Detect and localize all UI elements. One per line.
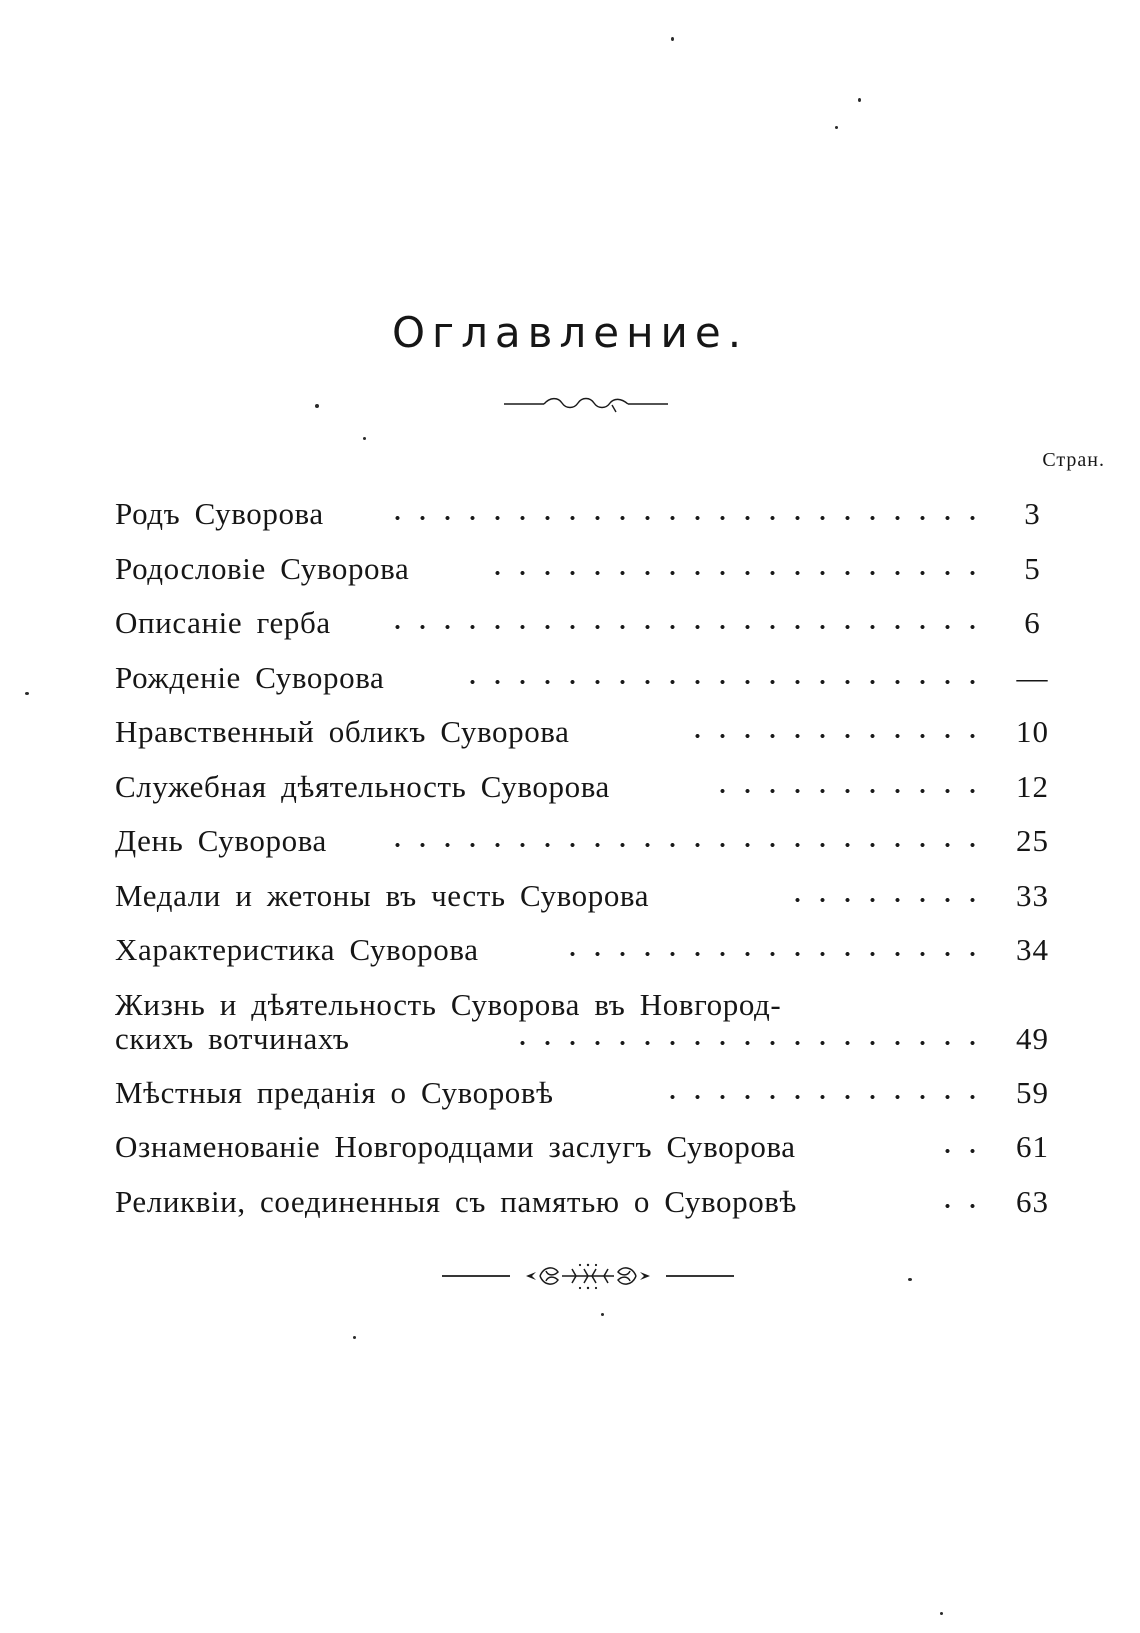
print-speck: [671, 37, 674, 41]
toc-entry-title: Характеристика Суворова: [115, 932, 479, 967]
toc-entry: [115, 487, 1085, 542]
toc-entry-page: 33: [1016, 877, 1049, 913]
dot-leader: [485, 571, 980, 575]
toc-entry-page: 5: [1024, 550, 1041, 586]
toc-entry: [115, 596, 1085, 651]
toc-entry-title: Жизнь и дѣятельность Суворова въ Новгород-: [115, 986, 782, 1022]
toc-entry: [115, 1175, 1085, 1230]
toc-entry: [115, 542, 1085, 597]
toc-entry-title: Родословіе Суворова: [115, 550, 410, 586]
toc-entry: [115, 978, 1085, 1066]
toc-entry-page: —: [1016, 659, 1049, 695]
toc-entry-page: 63: [1016, 1183, 1049, 1219]
page-column-label: Стран.: [1042, 449, 1105, 471]
toc-entry-page: 10: [1016, 714, 1049, 749]
dot-leader: [710, 789, 980, 793]
toc-entry: [115, 923, 1085, 978]
dot-leader: [510, 1041, 980, 1045]
print-speck: [25, 692, 29, 695]
toc-entry-title: Ознаменованіе Новгородцами заслугъ Суворова: [115, 1129, 796, 1164]
print-speck: [315, 404, 319, 408]
dot-leader: [935, 1204, 985, 1208]
dot-leader: [685, 734, 980, 738]
toc-entry-page: 3: [1024, 496, 1041, 531]
toc-entry-title: Родъ Суворова: [115, 496, 324, 531]
page-title: Оглавление.: [391, 308, 749, 357]
dot-leader: [460, 680, 980, 684]
toc-entry-page: 34: [1016, 932, 1049, 967]
toc-entry-title: Рожденіе Суворова: [115, 659, 385, 695]
print-speck: [858, 98, 861, 102]
toc-entry: [115, 814, 1085, 869]
toc-entry-title: Реликвіи, соединенныя съ памятью о Суворовѣ: [115, 1183, 797, 1219]
toc-entry-page: 49: [1016, 1020, 1049, 1056]
toc-entry-title: Медали и жетоны въ честь Суворова: [115, 877, 650, 913]
dot-leader: [785, 898, 980, 902]
print-speck: [940, 1612, 943, 1615]
dot-leader: [935, 1149, 985, 1153]
toc-entry: [115, 1066, 1085, 1121]
toc-entry: [115, 705, 1085, 760]
toc-entry-title: Нравственный обликъ Суворова: [115, 714, 570, 749]
toc-entry: [115, 651, 1085, 706]
scroll-flourish-icon: [500, 396, 672, 414]
toc-entry-title: Описаніе герба: [115, 605, 331, 640]
toc-entry-title: День Суворова: [115, 823, 327, 858]
print-speck: [908, 1278, 912, 1281]
dot-leader: [660, 1095, 980, 1099]
print-speck: [601, 1313, 604, 1316]
print-speck: [363, 437, 366, 440]
table-of-contents: [115, 487, 1085, 1229]
dot-leader: [385, 625, 980, 629]
print-speck: [835, 126, 838, 129]
toc-entry-page: 12: [1016, 768, 1049, 804]
toc-entry: [115, 760, 1085, 815]
toc-entry-page: 61: [1016, 1129, 1049, 1164]
dot-leader: [385, 516, 980, 520]
toc-entry-title: Мѣстныя преданія о Суворовѣ: [115, 1074, 554, 1110]
toc-entry-page: 59: [1016, 1074, 1049, 1110]
dot-leader: [560, 952, 980, 956]
toc-entry-page: 6: [1024, 605, 1041, 640]
dot-leader: [385, 843, 980, 847]
toc-entry-title: Служебная дѣятельность Суворова: [115, 768, 610, 804]
toc-entry-page: 25: [1016, 823, 1049, 858]
floral-tailpiece-icon: [440, 1262, 736, 1292]
toc-entry: [115, 1120, 1085, 1175]
toc-entry-title-continued: скихъ вотчинахъ: [115, 1020, 350, 1056]
toc-entry: [115, 869, 1085, 924]
print-speck: [353, 1336, 356, 1339]
